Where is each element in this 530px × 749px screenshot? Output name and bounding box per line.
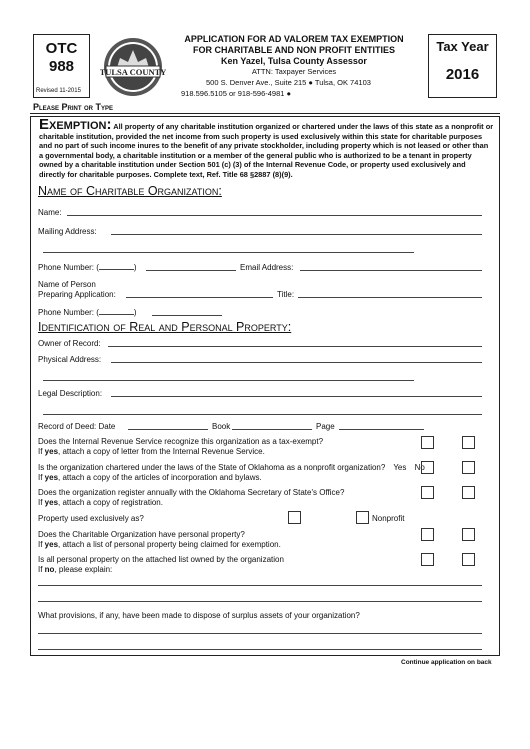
irs-yes-checkbox[interactable] [421,436,434,449]
preparer-name-field[interactable] [126,297,273,298]
title-line-2: FOR CHARITABLE AND NON PROFIT ENTITIES [193,45,395,55]
continue-note: Continue application on back [401,659,492,666]
address-line: 500 S. Denver Ave., Suite 215 ● Tulsa, OK 74103 [206,78,371,87]
question-charter [38,463,458,482]
form-code: OTC [45,40,78,57]
surplus-assets-field-2[interactable] [38,649,482,650]
question-ownership-note: If no, please explain: [38,564,113,574]
deed-page-label: Page [316,422,335,431]
legal-description-field-2[interactable] [43,414,482,415]
email-label: Email Address: [240,263,294,272]
question-personal-property [38,530,418,549]
legal-description-field[interactable] [111,396,482,397]
owner-field[interactable] [108,346,482,347]
property-section-title: Identification of Real and Personal Property: [38,320,292,334]
tax-year-label: Tax Year [436,39,489,54]
mailing-address-field-2[interactable] [43,252,414,253]
charter-yes-label: Yes [393,463,407,472]
exemption-text: All property of any charitable institution organized or chartered under the laws of this state as a nonprofit or charitable institution, provided the net income from such property is used exclusively within this state for charitable purposes and no part of such income inures to the benefit of any private stockholder, including property which is not leased or other than a governmental body, a charitable institution or a member of the general public who is authorized to be a tenant in property owned by a charitable institution under Section 501 (c) (3) of the Internal Revenue Code, or property used exclusively and directly for charitable purposes. Complete text, Ref. Title 68 §2887 (8)(9). [39,122,494,179]
deed-date-field[interactable] [128,429,208,430]
phone-label-open: Phone Number: ( [38,263,99,272]
question-charter-note: If yes, attach a copy of the articles of incorporation and bylaws. [38,472,262,482]
question-irs-note: If yes, attach a copy of letter from the Internal Revenue Service. [38,446,265,456]
phone-field[interactable] [146,270,236,271]
phone2-label-open: Phone Number: ( [38,308,99,317]
phone2-field[interactable] [152,315,222,316]
owner-label: Owner of Record: [38,339,101,348]
deed-page-field[interactable] [339,429,424,430]
question-property-use: Property used exclusively as? [38,514,144,523]
assessor-name: Ken Yazel, Tulsa County Assessor [221,56,367,66]
preparer-title-label: Title: [277,290,295,299]
person-label-2: Preparing Application: [38,290,116,299]
phone2-label-close: ) [133,308,137,317]
header-title-block [166,34,422,77]
org-section-title: Name of Charitable Organization: [38,184,222,198]
mailing-address-field[interactable] [111,234,482,235]
phone-label [38,263,137,273]
ownership-no-checkbox[interactable] [462,553,475,566]
question-ownership [38,555,418,574]
question-surplus-assets: What provisions, if any, have been made to dispose of surplus assets of your organization? [38,611,360,620]
header-divider [30,113,500,114]
exemption-heading: Exemption: [39,116,112,133]
ownership-explain-field[interactable] [38,585,482,586]
print-note: Please Print or Type [33,102,114,112]
question-personal-property-note: If yes, attach a list of personal property being claimed for exemption. [38,539,281,549]
tulsa-county-seal [100,36,166,98]
question-irs [38,437,418,456]
question-registration-note: If yes, attach a copy of registration. [38,497,163,507]
legal-description-label: Legal Description: [38,389,103,398]
physical-address-field-2[interactable] [43,380,414,381]
title-line-1: APPLICATION FOR AD VALOREM TAX EXEMPTION [184,34,404,44]
tax-year-box [428,34,497,98]
form-id-box [33,34,90,98]
svg-text:TULSA COUNTY: TULSA COUNTY [100,67,166,77]
revised-date: Revised 11-2015 [36,88,81,94]
property-use-charitable-checkbox[interactable] [288,511,301,524]
exemption-block [39,116,494,180]
personal-property-yes-checkbox[interactable] [421,528,434,541]
charter-no-label: No [414,463,425,472]
attn-line: ATTN: Taxpayer Services [251,67,337,76]
registration-no-checkbox[interactable] [462,486,475,499]
nonprofit-label: Nonprofit [372,514,405,523]
person-label-1: Name of Person [38,280,96,289]
physical-address-label: Physical Address: [38,355,102,364]
phone-label-close: ) [133,263,137,272]
personal-property-no-checkbox[interactable] [462,528,475,541]
preparer-title-field[interactable] [298,297,482,298]
mailing-address-label: Mailing Address: [38,227,97,236]
deed-date-label: Record of Deed: Date [38,422,116,431]
ownership-yes-checkbox[interactable] [421,553,434,566]
surplus-assets-field[interactable] [38,633,482,634]
question-irs-text: Does the Internal Revenue Service recognize this organization as a tax-exempt? [38,437,324,446]
tax-year-value: 2016 [445,66,480,83]
physical-address-field[interactable] [111,362,482,363]
deed-book-label: Book [212,422,231,431]
deed-book-field[interactable] [232,429,312,430]
phone-line: 918.596.5105 or 918-596-4981 ● [181,89,292,98]
question-registration-text: Does the organization register annually with the Oklahoma Secretary of State's Office? [38,488,345,497]
registration-yes-checkbox[interactable] [421,486,434,499]
name-field[interactable] [67,215,482,216]
question-ownership-text: Is all personal property on the attached list owned by the organization [38,555,284,564]
question-charter-text: Is the organization chartered under the laws of the State of Oklahoma as a nonprofit organization? Yes No [38,463,425,472]
phone2-label [38,308,137,318]
irs-no-checkbox[interactable] [462,436,475,449]
charter-no-checkbox[interactable] [462,461,475,474]
form-number: 988 [48,58,75,75]
charter-yes-checkbox[interactable] [421,461,434,474]
question-personal-property-text: Does the Charitable Organization have personal property? [38,530,245,539]
ownership-explain-field-2[interactable] [38,601,482,602]
question-registration [38,488,418,507]
property-use-nonprofit-checkbox[interactable] [356,511,369,524]
email-field[interactable] [300,270,482,271]
name-label: Name: [38,208,62,217]
